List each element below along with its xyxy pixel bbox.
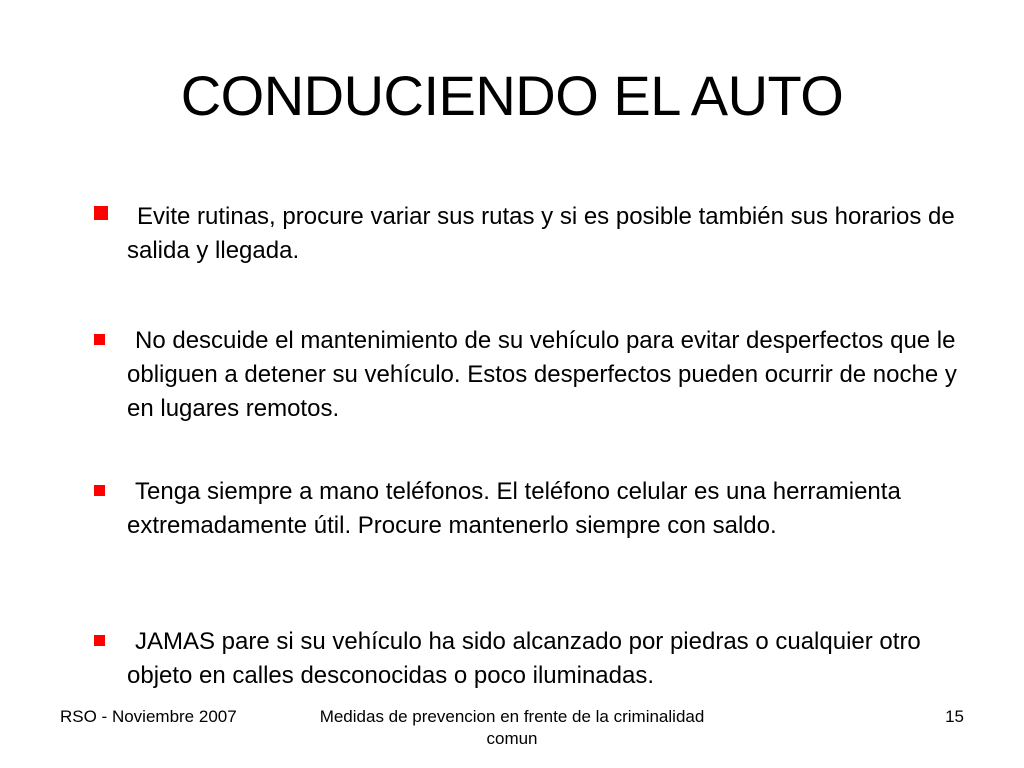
footer-title: Medidas de prevencion en frente de la criminalidad comun: [319, 707, 705, 748]
bullet-item: [127, 625, 967, 693]
square-bullet-icon: [94, 485, 105, 496]
slide-number: 15: [945, 707, 964, 726]
square-bullet-icon: [94, 334, 105, 345]
bullet-text: Evite rutinas, procure variar sus rutas y si es posible también sus horarios de salida y llegada.: [127, 203, 955, 264]
footer-date: RSO - Noviembre 2007: [60, 707, 237, 726]
bullet-item: [127, 475, 967, 543]
bullet-text: Tenga siempre a mano teléfonos. El teléfono celular es una herramienta extremadamente útil. Procure mantenerlo siempre con saldo.: [127, 478, 901, 539]
square-bullet-icon: [94, 206, 108, 220]
slide-title: CONDUCIENDO EL AUTO: [180, 64, 844, 127]
bullet-text: JAMAS pare si su vehículo ha sido alcanzado por piedras o cualquier otro objeto en calles desconocidas o poco iluminadas.: [127, 628, 921, 689]
bullet-text: No descuide el mantenimiento de su vehículo para evitar desperfectos que le obliguen a detener su vehículo. Estos desperfectos pueden ocurrir de noche y en lugares remotos.: [127, 327, 957, 422]
bullet-item: [127, 324, 967, 426]
bullet-item: [127, 200, 967, 268]
square-bullet-icon: [94, 635, 105, 646]
